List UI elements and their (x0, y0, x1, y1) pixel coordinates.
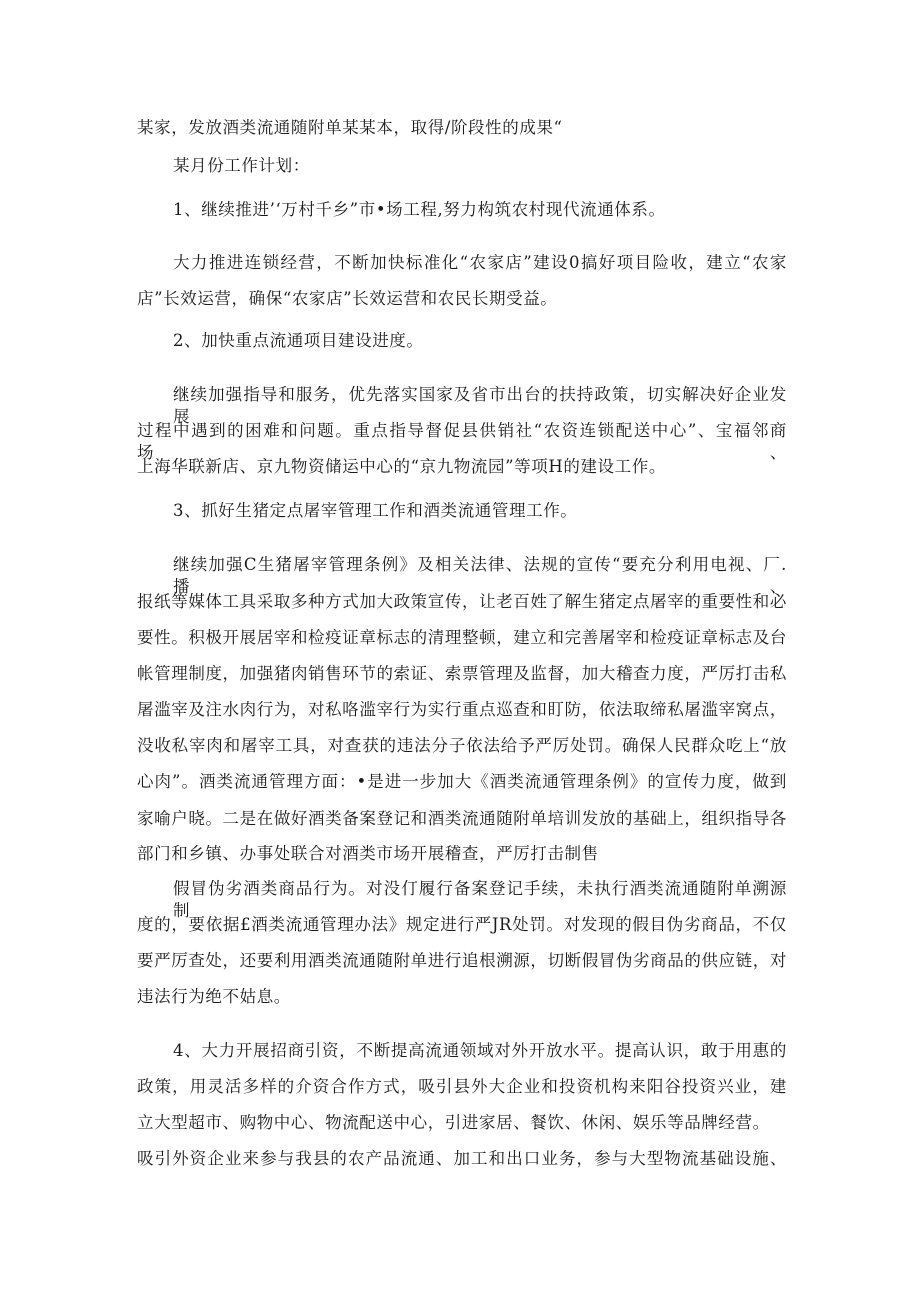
text-line: 立大型超市、购物中心、物流配送中心，引进家居、餐饮、休闲、娱乐等品牌经营。 (137, 1113, 770, 1132)
text-line: 报纸等媒体工具采取多种方式加大政策宣传，让老百姓了解生猪定点屠宰的重要性和必 (137, 592, 787, 611)
text-line: 店”长效运营，确保“农家店”长效运营和农民长期受益。 (137, 289, 558, 308)
text-line: 违法行为绝不姑息。 (137, 987, 291, 1006)
text-line: 某家，发放酒类流通随附单某某本，取得/阶段性的成果“ (137, 118, 563, 137)
text-line: 4、大力开展招商引资，不断提高流通领域对外开放水平。提高认识，敢于用惠的 (173, 1041, 787, 1060)
text-line: 大力推进连锁经营，不断加快标准化“农家店”建设0搞好项目险收，建立“农家 (173, 253, 787, 272)
text-line: 继续加强指导和服务，优先落实国家及省市出台的扶持政策，切实解决好企业发展 (173, 385, 787, 426)
item-heading: 3、抓好生猪定点屠宰管理工作和酒类流通管理工作。 (173, 501, 578, 520)
text-line: 帐管理制度，加强猪肉销售环节的索证、索票管理及监督，加大稽查力度，严厉打击私 (137, 664, 787, 683)
item-heading: 2、加快重点流通项目建设进度。 (173, 331, 424, 350)
text-line: 心肉”。酒类流通管理方面：•是进一步加大《酒类流通管理条例》的宣传力度，做到 (137, 772, 787, 791)
text-line: 吸引外资企业来参与我县的农产品流通、加工和出口业务，参与大型物流基础设施、 (137, 1149, 787, 1168)
text-line: 度的，要依据£酒类流通管理办法》规定进行严JR处罚。对发现的假目伪劣商品，不仅 (137, 915, 787, 934)
text-line: 假冒伪劣酒类商品行为。对没仃履行备案登记手续，未执行酒类流通随附单溯源制 (173, 879, 787, 920)
text-line: 家喻户晓。二是在做好酒类备案登记和酒类流通随附单培训发放的基础上，组织指导各 (137, 809, 787, 828)
text-line: 继续加强C生猪屠宰管理条例》及相关法律、法规的宣传“要充分利用电视、厂.播、 (173, 555, 787, 596)
text-line: 过程中遇到的困难和问题。重点指导督促县供销社“农资连锁配送中心”、宝福邻商场、 (137, 421, 787, 462)
text-line: 部门和乡镇、办事处联合对酒类市场开展稽查，严厉打击制售 (137, 844, 599, 863)
text-line: 政策，用灵活多样的介资合作方式，吸引县外大企业和投资机构来阳谷投资兴业，建 (137, 1077, 787, 1096)
text-line: 上海华联新店、京九物资储运中心的“京九物流园”等项H的建设工作。 (137, 457, 666, 476)
section-heading: 某月份工作计划： (173, 156, 310, 175)
text-line: 屠滥宰及注水肉行为，对私咯滥宰行为实行重点巡查和盯防，依法取缔私屠滥宰窝点， (137, 700, 787, 719)
item-heading: 1、继续推进’‘万村千乡”市•场工程,努力构筑农村现代流通体系。 (173, 200, 666, 219)
text-line: 要性。积极开展居宰和检疫证章标志的清理整顿，建立和完善屠宰和检疫证章标志及台 (137, 628, 787, 647)
text-line: 要严厉查处，还要利用酒类流通随附单进行追根溯源，切断假冒伪劣商品的供应链，对 (137, 951, 787, 970)
text-line: 没收私宰肉和屠宰工具，对查获的违法分子依法给予严厉处罚。确保人民群众吃上“放 (137, 736, 787, 755)
